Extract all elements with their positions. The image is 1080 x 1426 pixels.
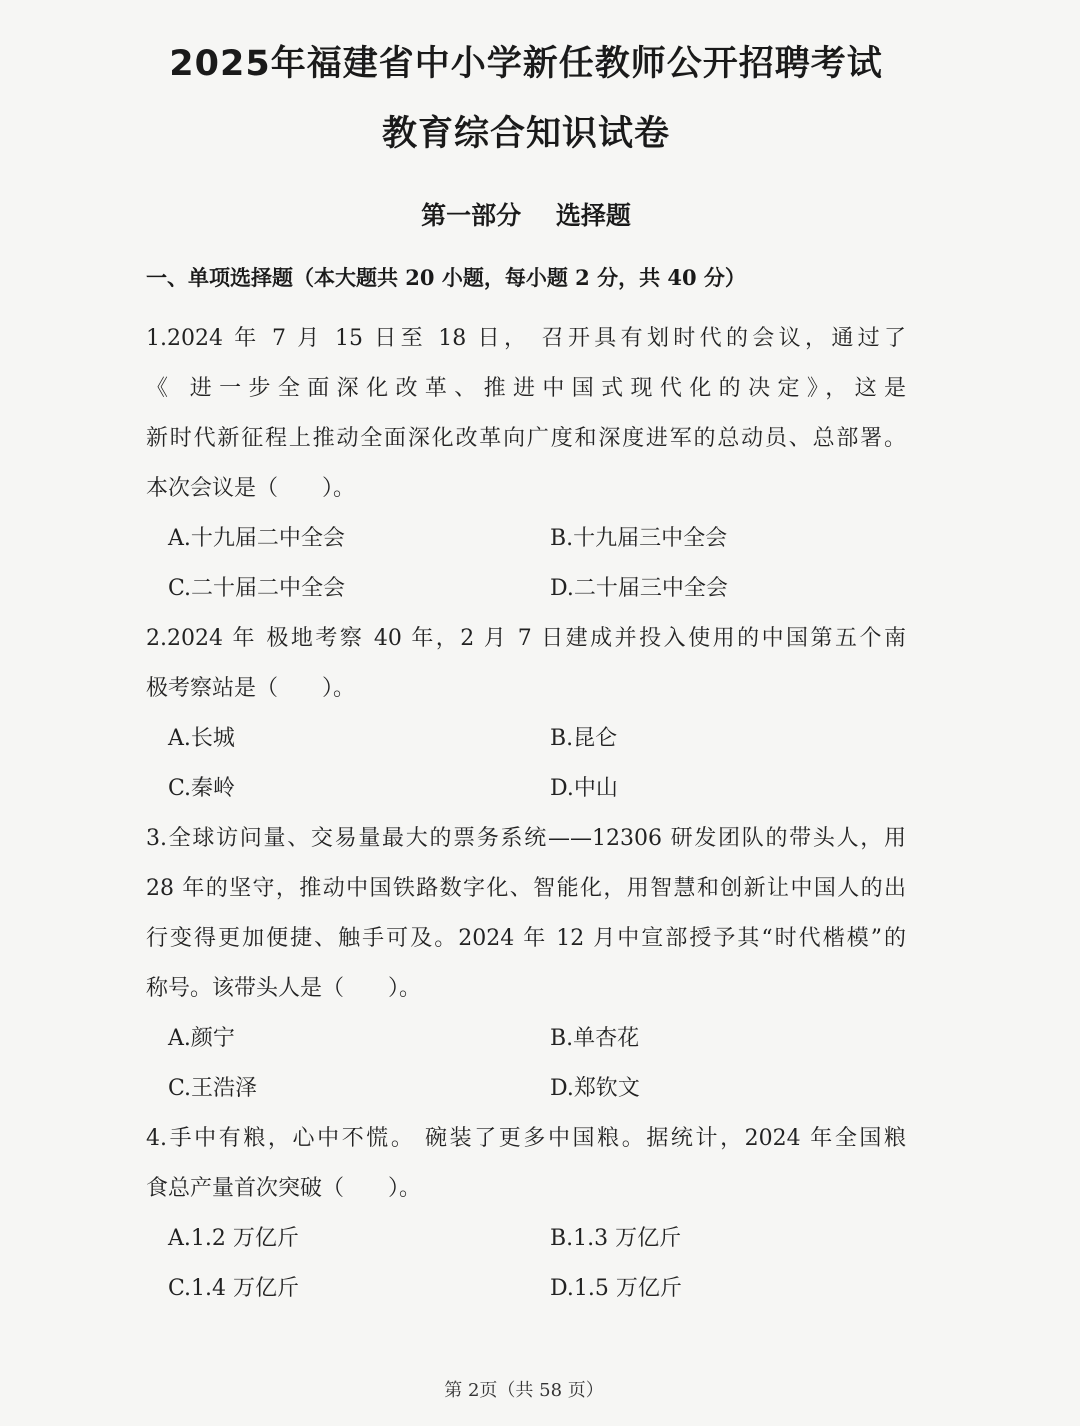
question-3-option-b: B.单杏花	[550, 1026, 640, 1051]
question-1-option-a: A.十九届二中全会	[168, 526, 345, 551]
question-4-option-a: A.1.2 万亿斤	[168, 1226, 299, 1251]
question-2-option-a: A.长城	[168, 726, 235, 751]
question-3-line-3: 行变得更加便捷、触手可及。2024 年 12 月中宣部授予其“时代楷模”的	[146, 926, 906, 951]
question-1-option-d: D.二十届三中全会	[550, 576, 728, 601]
question-4-option-d: D.1.5 万亿斤	[550, 1276, 682, 1301]
question-2-option-d: D.中山	[550, 776, 618, 801]
question-2-line-2: 极考察站是（ ）。	[146, 676, 356, 701]
question-3-option-a: A.颜宁	[168, 1026, 235, 1051]
question-2-option-b: B.昆仑	[550, 726, 618, 751]
question-4-line-1: 4.手中有粮，心中不慌。 碗装了更多中国粮。据统计，2024 年全国粮	[146, 1126, 906, 1151]
question-4-line-2: 食总产量首次突破（ ）。	[146, 1176, 422, 1201]
question-1-option-b: B.十九届三中全会	[550, 526, 728, 551]
question-1-option-c: C.二十届二中全会	[168, 576, 346, 601]
question-3-line-4: 称号。该带头人是（ ）。	[146, 976, 422, 1001]
page-number: 第 2页（共 58 页）	[444, 1380, 604, 1401]
question-3-option-d: D.郑钦文	[550, 1076, 640, 1101]
question-1-line-2: 《 进一步全面深化改革、推进中国式现代化的决定》，这是	[146, 376, 906, 401]
section-title: 一、单项选择题（本大题共 20 小题，每小题 2 分，共 40 分）	[146, 265, 746, 290]
question-4-option-b: B.1.3 万亿斤	[550, 1226, 682, 1251]
question-3-option-c: C.王浩泽	[168, 1076, 258, 1101]
question-4-option-c: C.1.4 万亿斤	[168, 1276, 300, 1301]
question-1-line-3: 新时代新征程上推动全面深化改革向广度和深度进军的总动员、总部署。	[146, 426, 906, 451]
question-2-line-1: 2.2024 年 极地考察 40 年，2 月 7 日建成并投入使用的中国第五个南	[146, 626, 906, 651]
part-title: 第一部分 选择题	[421, 201, 631, 230]
question-2-option-c: C.秦岭	[168, 776, 236, 801]
exam-title: 2025年福建省中小学新任教师公开招聘考试	[169, 44, 883, 84]
question-3-line-1: 3.全球访问量、交易量最大的票务系统——12306 研发团队的带头人，用	[146, 826, 906, 851]
question-1-line-4: 本次会议是（ ）。	[146, 476, 356, 501]
question-1-line-1: 1.2024 年 7 月 15 日至 18 日， 召开具有划时代的会议，通过了	[146, 326, 906, 351]
exam-subtitle: 教育综合知识试卷	[381, 114, 670, 154]
question-3-line-2: 28 年的坚守，推动中国铁路数字化、智能化，用智慧和创新让中国人的出	[146, 876, 906, 901]
